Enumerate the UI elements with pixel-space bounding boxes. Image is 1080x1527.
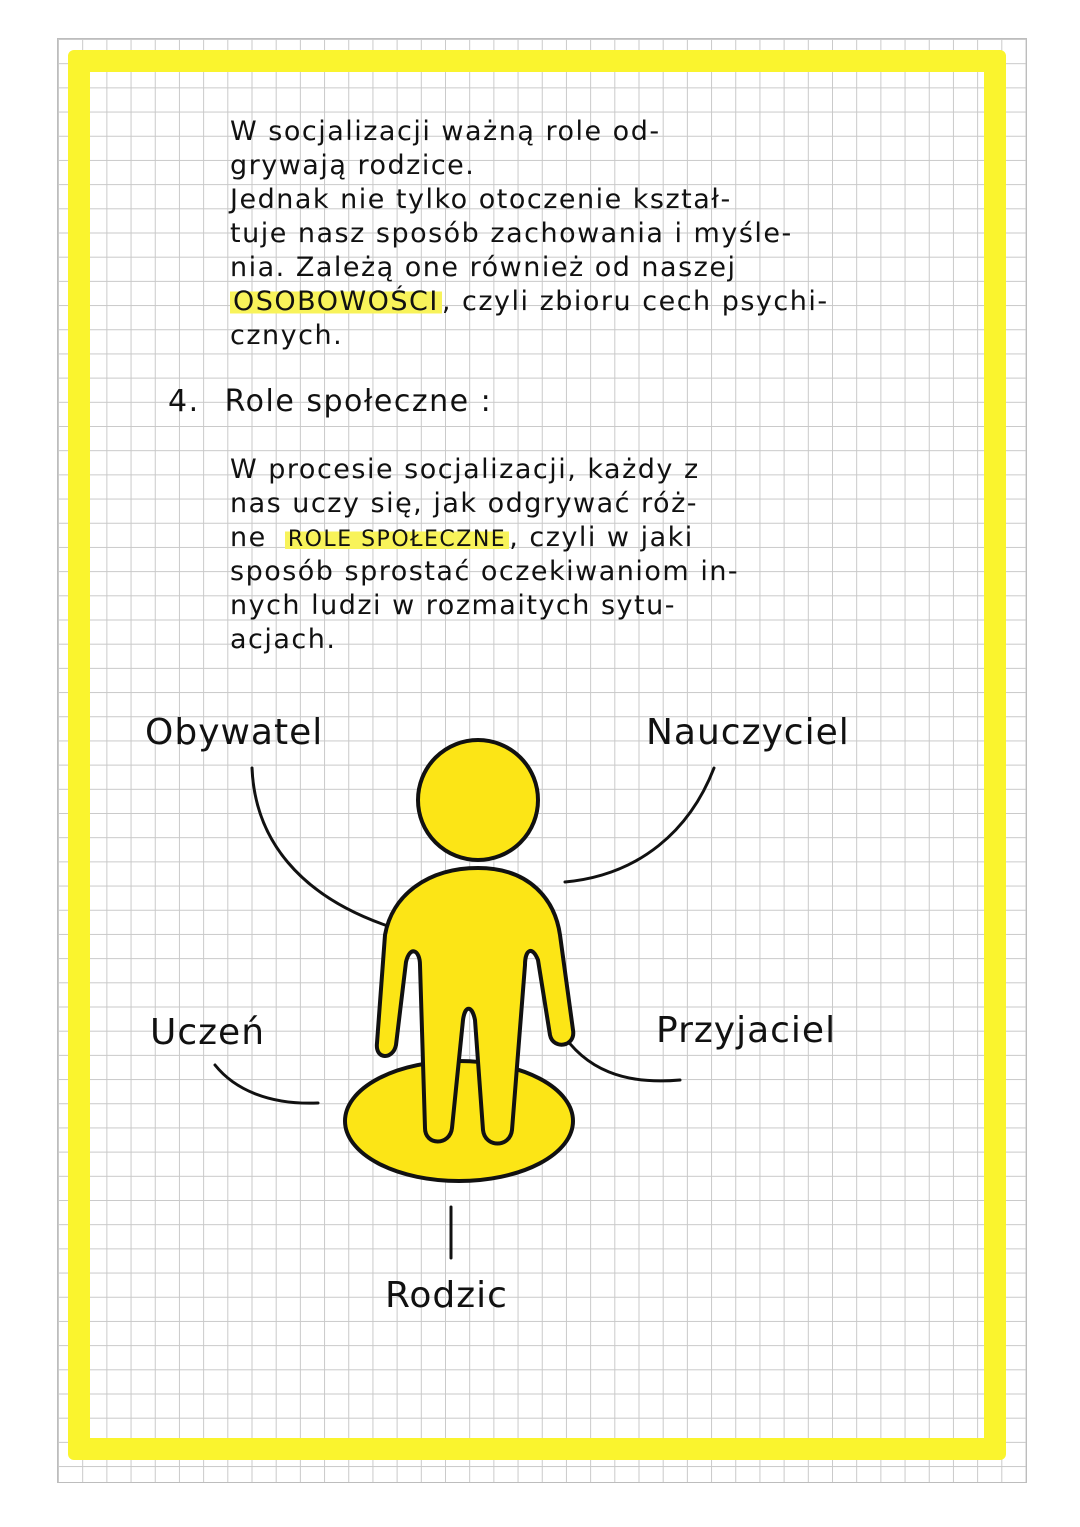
paragraph2-line6: acjach. <box>230 624 337 655</box>
paragraph2-line2: nas uczy się, jak odgrywać róż- <box>230 488 698 519</box>
role-label-nauczyciel: Nauczyciel <box>646 712 850 753</box>
section-title: Role społeczne : <box>224 384 493 419</box>
paragraph2-line5: nych ludzi w rozmaitych sytu- <box>230 590 676 621</box>
paragraph1-line1: W socjalizacji ważną role od- <box>230 116 661 147</box>
paragraph2-line3-start: ne <box>230 522 267 553</box>
paragraph1-line4: tuje nasz sposób zachowania i myśle- <box>230 218 793 249</box>
connector-nauczyciel <box>565 768 714 882</box>
paragraph1-line5: nia. Zależą one również od naszej <box>230 252 737 283</box>
paragraph2-line3-rest: , czyli w jaki <box>509 522 694 553</box>
role-label-rodzic: Rodzic <box>385 1275 508 1316</box>
paragraph1-line3: Jednak nie tylko otoczenie kształ- <box>230 184 732 215</box>
figure-head <box>418 740 538 860</box>
highlight-osobowosci: OSOBOWOŚCI <box>230 286 442 317</box>
paragraph2-line1: W procesie socjalizacji, każdy z <box>230 454 700 485</box>
role-label-przyjaciel: Przyjaciel <box>656 1010 837 1051</box>
highlight-role-spoleczne: ROLE SPOŁECZNE <box>285 527 509 552</box>
role-label-uczen: Uczeń <box>150 1012 266 1053</box>
role-label-obywatel: Obywatel <box>145 712 324 753</box>
connector-uczen <box>215 1065 318 1103</box>
paragraph1-line7: cznych. <box>230 320 344 351</box>
paragraph1-line2: grywają rodzice. <box>230 150 476 181</box>
section-number: 4. <box>168 384 200 419</box>
paragraph1-line6-rest: , czyli zbioru cech psychi- <box>441 286 829 317</box>
paragraph2-line4: sposób sprostać oczekiwaniom in- <box>230 556 740 587</box>
connector-obywatel <box>252 768 385 925</box>
